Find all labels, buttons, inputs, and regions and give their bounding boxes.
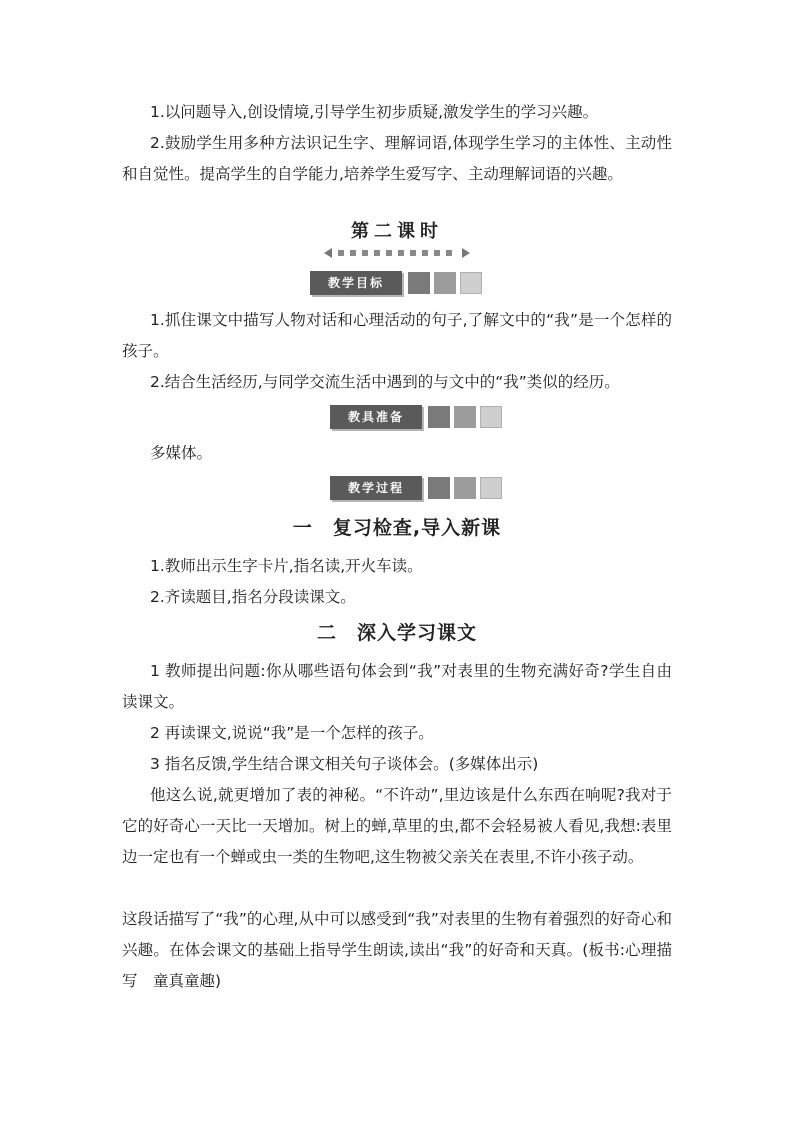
section-2-item-1: 1 教师提出问题:你从哪些语句体会到“我”对表里的生物充满好奇?学生自由读课文。: [122, 662, 672, 711]
process-tag: [330, 476, 506, 500]
section-1-item-2: 2.齐读题目,指名分段读课文。: [150, 588, 356, 606]
tag-square-light: [460, 272, 482, 294]
intro-item-1: 1.以问题导入,创设情境,引导学生初步质疑,激发学生的学习兴趣。: [150, 103, 599, 121]
process-tag-label: 教学过程: [330, 476, 422, 500]
section-1-item-1: 1.教师出示生字卡片,指名读,开火车读。: [150, 557, 423, 575]
objective-item-1: 1.抓住课文中描写人物对话和心理活动的句子,了解文中的“我”是一个怎样的孩子。: [122, 311, 672, 360]
lesson-title-underline: [324, 248, 470, 258]
section-2-heading: 二 深入学习课文: [316, 622, 477, 644]
objectives-tag: [310, 271, 486, 295]
tag-square-mid: [454, 406, 476, 428]
materials-tag-label: 教具准备: [330, 405, 422, 429]
tag-square-light: [480, 477, 502, 499]
section-2-item-3: 3 指名反馈,学生结合课文相关句子谈体会。(多媒体出示): [150, 755, 539, 773]
lesson-title: 第二课时: [351, 221, 443, 242]
quoted-passage: 他这么说,就更增加了表的神秘。“不许动”,里边该是什么东西在响呢?我对于它的好奇心一天比一天增加。树上的蝉,草里的虫,都不会轻易被人看见,我想:表里边一定也有一个蝉或虫一类的生物吧,这生物被父亲关在表里,不许小孩子动。: [122, 786, 672, 866]
tag-square-mid: [434, 272, 456, 294]
objectives-tag-label: 教学目标: [310, 271, 402, 295]
tag-square-dark: [428, 406, 450, 428]
tag-square-dark: [428, 477, 450, 499]
materials-tag: [330, 405, 506, 429]
objective-item-2: 2.结合生活经历,与同学交流生活中遇到的与文中的“我”类似的经历。: [150, 373, 620, 391]
section-2-item-2: 2 再读课文,说说“我”是一个怎样的孩子。: [150, 724, 434, 742]
tag-square-light: [480, 406, 502, 428]
tag-square-mid: [454, 477, 476, 499]
intro-item-2: 2.鼓励学生用多种方法识记生字、理解词语,体现学生学习的主体性、主动性和自觉性。提高学生的自学能力,培养学生爱写字、主动理解词语的兴趣。: [122, 134, 672, 183]
materials-text: 多媒体。: [150, 444, 213, 462]
tag-square-dark: [408, 272, 430, 294]
passage-analysis: 这段话描写了“我”的心理,从中可以感受到“我”对表里的生物有着强烈的好奇心和兴趣。在体会课文的基础上指导学生朗读,读出“我”的好奇和天真。(板书:心理描写 童真童趣): [122, 910, 672, 990]
lesson-title-banner: [318, 218, 476, 262]
section-1-heading: 一 复习检查,导入新课: [292, 517, 502, 539]
